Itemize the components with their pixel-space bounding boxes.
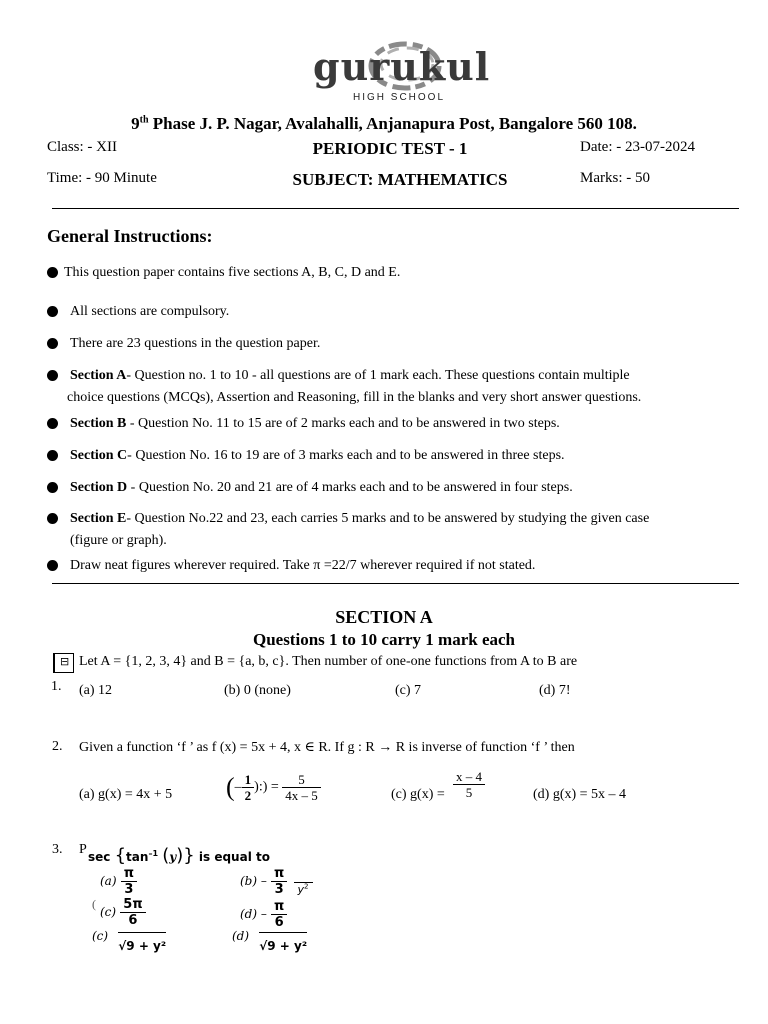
bullet-icon xyxy=(47,560,58,571)
q3-option-d-alt: (d) √9 + y² xyxy=(232,929,308,953)
instructions-title: General Instructions: xyxy=(47,226,213,246)
bullet-icon xyxy=(47,370,58,381)
q3-option-d: (d) – $\frac{\pi}{6}$ xyxy=(240,899,287,930)
subject-title: SUBJECT: MATHEMATICS xyxy=(292,170,508,189)
q3-stem: is equal to xyxy=(198,850,270,864)
section-e-label: Section E xyxy=(70,511,127,526)
section-title: SECTION A xyxy=(335,607,433,627)
instruction-item xyxy=(47,265,747,285)
question-number: 2. xyxy=(52,739,63,754)
q2-option-d: (d) g(x) = 5x – 4 xyxy=(533,787,627,802)
instruction-item xyxy=(47,416,747,436)
marks-label: Marks: - 50 xyxy=(580,170,650,186)
instruction-text: This question paper contains five sections A, B, C, D and E. xyxy=(64,265,401,280)
instruction-item xyxy=(47,448,747,468)
date-label: Date: - 23-07-2024 xyxy=(580,139,695,155)
q1-option-a: (a) 12 xyxy=(79,683,113,698)
fraction: $\frac{1}{2}$ xyxy=(242,772,255,803)
instruction-text: - Question No. 11 to 15 are of 2 marks each and to be answered in two steps. xyxy=(126,416,560,431)
instruction-text: - Question No. 16 to 19 are of 3 marks each and to be answered in three steps. xyxy=(127,448,565,463)
q3-option-b: (b) – $\frac{\pi}{3}$ $y^2$ xyxy=(240,866,313,897)
instruction-item xyxy=(47,558,747,578)
section-c-label: Section C xyxy=(70,448,128,463)
q1-option-d: (d) 7! xyxy=(539,683,571,698)
address-number: 9 xyxy=(131,114,140,133)
section-subtitle: Questions 1 to 10 carry 1 mark each xyxy=(252,630,516,649)
question-box-icon: ⊟ xyxy=(53,653,74,673)
instruction-continuation: choice questions (MCQs), Assertion and Reasoning, fill in the blanks and very short answer questions. xyxy=(67,390,642,405)
section-a-label: Section A xyxy=(70,368,127,383)
bullet-icon xyxy=(47,267,58,278)
fraction: $\frac{5}{4x - 5}$ xyxy=(282,772,321,803)
instruction-item xyxy=(47,304,747,324)
instruction-item xyxy=(47,336,747,356)
question-number: 1. xyxy=(51,679,62,694)
fraction: $\frac{x - 4}{5}$ xyxy=(453,769,485,800)
question-2-stem: Given a function ‘f ’ as f (x) = 5x + 4, x ∈ R. If g : R → R is inverse of function ‘f ’ then xyxy=(79,740,575,755)
header-divider xyxy=(52,208,739,209)
q3-ghost-glyph: ( xyxy=(92,897,96,911)
tan-text: tan xyxy=(126,850,149,864)
bullet-icon xyxy=(47,306,58,317)
address-text: Phase J. P. Nagar, Avalahalli, Anjanapura Post, Bangalore 560 108. xyxy=(148,114,637,133)
q3-option-c-alt: (c) √9 + y² xyxy=(92,929,167,953)
q2-option-b: (– $\frac{1}{2}$ ):) = $\frac{5}{4x - 5}$ xyxy=(226,772,321,812)
q1-option-b: (b) 0 (none) xyxy=(224,683,291,698)
question-number: 3. xyxy=(52,842,63,857)
class-label: Class: - XII xyxy=(47,139,117,155)
sec-text: sec xyxy=(88,850,111,864)
paren-glyph: ( xyxy=(226,772,235,802)
instruction-text: - Question No.22 and 23, each carries 5 marks and to be answered by studying the given case xyxy=(126,511,650,526)
bullet-icon xyxy=(47,338,58,349)
instructions-divider xyxy=(52,583,739,584)
address-ordinal: th xyxy=(139,114,149,126)
logo-wordmark: gurukul xyxy=(313,44,491,89)
instruction-item xyxy=(47,511,747,555)
bullet-icon xyxy=(47,482,58,493)
bullet-icon xyxy=(47,513,58,524)
instruction-text: There are 23 questions in the question paper. xyxy=(70,336,321,351)
instruction-text: - Question no. 1 to 10 - all questions are of 1 mark each. These questions contain multiple xyxy=(126,368,630,383)
section-d-label: Section D xyxy=(70,480,128,495)
q3-option-a: (a) $\frac{\pi}{3}$ xyxy=(100,866,137,897)
question-1-stem: Let A = {1, 2, 3, 4} and B = {a, b, c}. Then number of one-one functions from A to B are xyxy=(79,654,578,669)
school-logo xyxy=(305,40,491,110)
instruction-text: - Question No. 20 and 21 are of 4 marks each and to be answered in four steps. xyxy=(127,480,573,495)
instruction-text: All sections are compulsory. xyxy=(70,304,230,319)
school-address xyxy=(0,114,768,134)
bullet-icon xyxy=(47,418,58,429)
q3-expression: $\sec \{\tan^{-1}$ (y)} is equal to xyxy=(88,845,270,866)
instruction-continuation: (figure or graph). xyxy=(70,533,167,548)
logo-subtitle: HIGH SCHOOL xyxy=(353,92,446,103)
q2-option-a: (a) g(x) = 4x + 5 xyxy=(79,787,173,802)
instruction-item xyxy=(47,480,747,500)
q1-option-c: (c) 7 xyxy=(395,683,422,698)
question-3-lead: P xyxy=(79,842,87,857)
q2-option-c-label: (c) g(x) = xyxy=(391,787,445,802)
q3-option-c: (c) $\frac{5\pi}{6}$ xyxy=(100,897,146,928)
instruction-item xyxy=(47,368,747,412)
instruction-text: Draw neat figures wherever required. Take π =22/7 wherever required if not stated. xyxy=(70,558,536,573)
test-title: PERIODIC TEST - 1 xyxy=(312,139,468,158)
bullet-icon xyxy=(47,450,58,461)
time-label: Time: - 90 Minute xyxy=(47,170,157,186)
q2-option-c-fraction xyxy=(453,769,485,800)
section-b-label: Section B xyxy=(70,416,127,431)
